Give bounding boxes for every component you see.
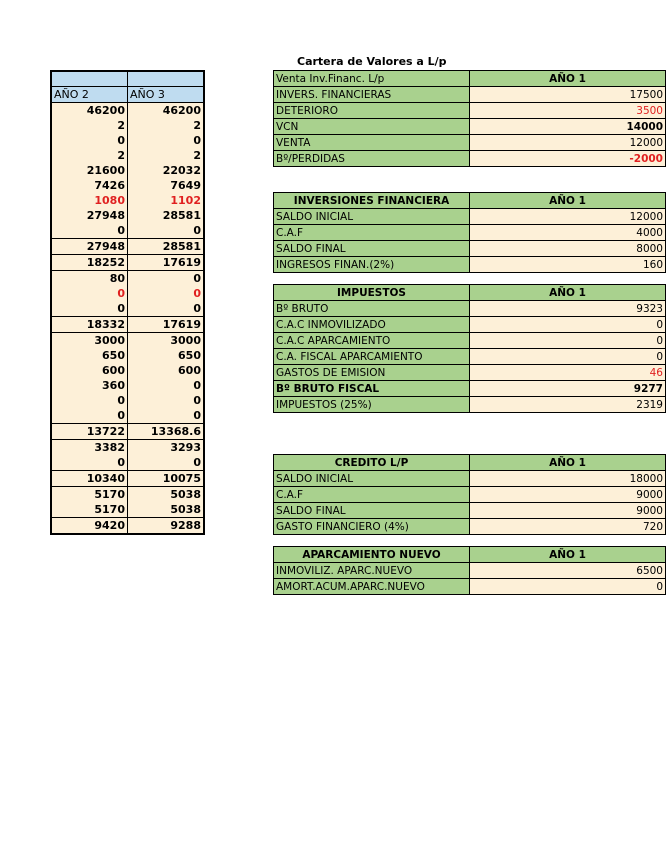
cell: 3000 bbox=[51, 333, 128, 349]
cell: 10340 bbox=[51, 471, 128, 487]
row-label: SALDO INICIAL bbox=[274, 471, 470, 487]
cell: 9420 bbox=[51, 518, 128, 535]
row-label: C.A.F bbox=[274, 225, 470, 241]
cell: 28581 bbox=[128, 239, 205, 255]
cell: 10075 bbox=[128, 471, 205, 487]
cell: 5038 bbox=[128, 487, 205, 503]
cell: 0 bbox=[128, 393, 205, 408]
credito-lp-table bbox=[273, 454, 666, 535]
table-header-label: APARCAMIENTO NUEVO bbox=[274, 547, 470, 563]
row-value: 160 bbox=[470, 257, 666, 273]
cell: 18252 bbox=[51, 255, 128, 271]
cell: 0 bbox=[51, 133, 128, 148]
cell: 0 bbox=[51, 223, 128, 239]
row-value: 0 bbox=[470, 317, 666, 333]
row-label: Bº BRUTO bbox=[274, 301, 470, 317]
cell: 600 bbox=[51, 363, 128, 378]
cell: 0 bbox=[128, 408, 205, 424]
row-label: VCN bbox=[274, 119, 470, 135]
cell: 650 bbox=[128, 348, 205, 363]
row-label: AMORT.ACUM.APARC.NUEVO bbox=[274, 579, 470, 595]
table-header-label: IMPUESTOS bbox=[274, 285, 470, 301]
cell: 2 bbox=[51, 148, 128, 163]
row-label: IMPUESTOS (25%) bbox=[274, 397, 470, 413]
row-label: Bº BRUTO FISCAL bbox=[274, 381, 470, 397]
row-value: 8000 bbox=[470, 241, 666, 257]
col-header-ano3: AÑO 3 bbox=[128, 87, 205, 103]
row-value: 9323 bbox=[470, 301, 666, 317]
row-label: GASTOS DE EMISION bbox=[274, 365, 470, 381]
cell: 0 bbox=[51, 286, 128, 301]
cell: 0 bbox=[128, 455, 205, 471]
row-label: INGRESOS FINAN.(2%) bbox=[274, 257, 470, 273]
cell: 9288 bbox=[128, 518, 205, 535]
venta-inv-financ-table bbox=[273, 70, 666, 167]
row-value: 14000 bbox=[470, 119, 666, 135]
row-value: -2000 bbox=[470, 151, 666, 167]
cell: 3000 bbox=[128, 333, 205, 349]
row-label: C.A. FISCAL APARCAMIENTO bbox=[274, 349, 470, 365]
aparcamiento-nuevo-table bbox=[273, 546, 666, 595]
row-label: GASTO FINANCIERO (4%) bbox=[274, 519, 470, 535]
cell: 1102 bbox=[128, 193, 205, 208]
cell: 27948 bbox=[51, 239, 128, 255]
cell: 2 bbox=[128, 148, 205, 163]
row-label: SALDO INICIAL bbox=[274, 209, 470, 225]
cell: 650 bbox=[51, 348, 128, 363]
cell: 5170 bbox=[51, 487, 128, 503]
table-header-label: INVERSIONES FINANCIERA bbox=[274, 193, 470, 209]
row-value: 2319 bbox=[470, 397, 666, 413]
inversiones-financiera-table bbox=[273, 192, 666, 273]
cell: 5170 bbox=[51, 502, 128, 518]
row-value: 9000 bbox=[470, 487, 666, 503]
cell: 27948 bbox=[51, 208, 128, 223]
cell: 46200 bbox=[128, 103, 205, 119]
cell: 5038 bbox=[128, 502, 205, 518]
row-value: 12000 bbox=[470, 135, 666, 151]
row-label: INVERS. FINANCIERAS bbox=[274, 87, 470, 103]
row-label: INMOVILIZ. APARC.NUEVO bbox=[274, 563, 470, 579]
row-label: C.A.F bbox=[274, 487, 470, 503]
row-label: SALDO FINAL bbox=[274, 503, 470, 519]
cell: 0 bbox=[51, 393, 128, 408]
table-header-label: CREDITO L/P bbox=[274, 455, 470, 471]
row-value: 0 bbox=[470, 333, 666, 349]
caption-cartera-valores: Cartera de Valores a L/p bbox=[297, 55, 447, 68]
blank-header-cell bbox=[128, 71, 205, 87]
table-header-year: AÑO 1 bbox=[470, 547, 666, 563]
table-header-year: AÑO 1 bbox=[470, 193, 666, 209]
row-value: 46 bbox=[470, 365, 666, 381]
cell: 21600 bbox=[51, 163, 128, 178]
cell: 3293 bbox=[128, 440, 205, 456]
cell: 7426 bbox=[51, 178, 128, 193]
row-value: 6500 bbox=[470, 563, 666, 579]
cell: 3382 bbox=[51, 440, 128, 456]
row-value: 3500 bbox=[470, 103, 666, 119]
cell: 360 bbox=[51, 378, 128, 393]
cell: 600 bbox=[128, 363, 205, 378]
cell: 80 bbox=[51, 271, 128, 287]
cell: 2 bbox=[51, 118, 128, 133]
cell: 18332 bbox=[51, 317, 128, 333]
cell: 28581 bbox=[128, 208, 205, 223]
cell: 0 bbox=[128, 378, 205, 393]
cell: 13368.6 bbox=[128, 424, 205, 440]
row-value: 0 bbox=[470, 579, 666, 595]
row-value: 9277 bbox=[470, 381, 666, 397]
cell: 0 bbox=[128, 133, 205, 148]
cell: 17619 bbox=[128, 317, 205, 333]
row-value: 18000 bbox=[470, 471, 666, 487]
cell: 0 bbox=[51, 408, 128, 424]
row-label: Bº/PERDIDAS bbox=[274, 151, 470, 167]
row-label: DETERIORO bbox=[274, 103, 470, 119]
row-label: C.A.C APARCAMIENTO bbox=[274, 333, 470, 349]
cell: 1080 bbox=[51, 193, 128, 208]
row-label: C.A.C INMOVILIZADO bbox=[274, 317, 470, 333]
row-value: 17500 bbox=[470, 87, 666, 103]
row-label: VENTA bbox=[274, 135, 470, 151]
cell: 0 bbox=[128, 286, 205, 301]
cell: 2 bbox=[128, 118, 205, 133]
left-values-table bbox=[50, 70, 205, 535]
cell: 13722 bbox=[51, 424, 128, 440]
col-header-ano2: AÑO 2 bbox=[51, 87, 128, 103]
table-header-year: AÑO 1 bbox=[470, 285, 666, 301]
row-value: 720 bbox=[470, 519, 666, 535]
row-value: 9000 bbox=[470, 503, 666, 519]
cell: 0 bbox=[128, 301, 205, 317]
row-label: SALDO FINAL bbox=[274, 241, 470, 257]
row-value: 0 bbox=[470, 349, 666, 365]
cell: 7649 bbox=[128, 178, 205, 193]
table-header-label: Venta Inv.Financ. L/p bbox=[274, 71, 470, 87]
cell: 0 bbox=[128, 271, 205, 287]
table-header-year: AÑO 1 bbox=[470, 71, 666, 87]
cell: 17619 bbox=[128, 255, 205, 271]
row-value: 4000 bbox=[470, 225, 666, 241]
cell: 0 bbox=[51, 455, 128, 471]
row-value: 12000 bbox=[470, 209, 666, 225]
blank-header-cell bbox=[51, 71, 128, 87]
table-header-year: AÑO 1 bbox=[470, 455, 666, 471]
impuestos-table bbox=[273, 284, 666, 413]
cell: 22032 bbox=[128, 163, 205, 178]
cell: 0 bbox=[128, 223, 205, 239]
cell: 0 bbox=[51, 301, 128, 317]
cell: 46200 bbox=[51, 103, 128, 119]
